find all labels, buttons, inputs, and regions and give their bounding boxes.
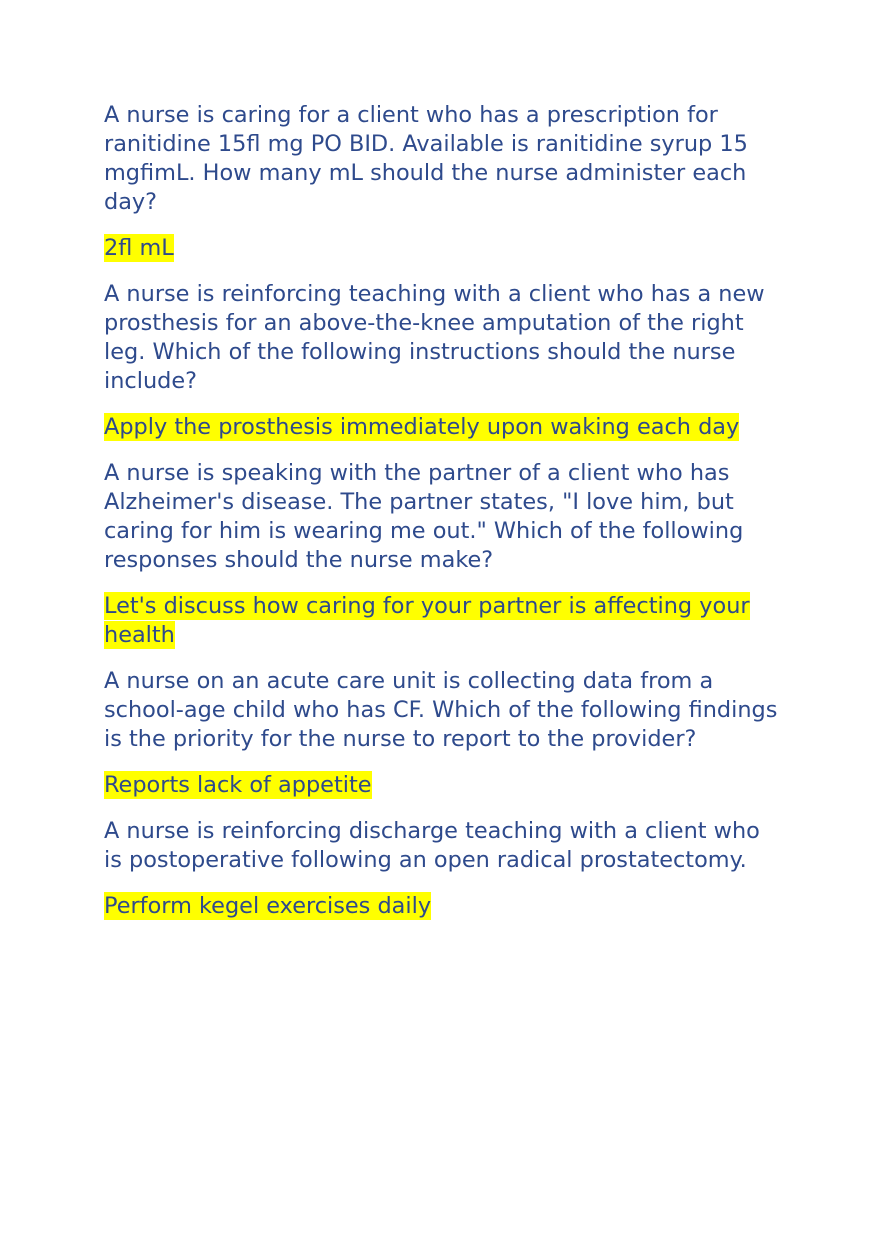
answer-1 xyxy=(104,234,784,263)
question-1: A nurse is caring for a client who has a prescription for ranitidine 15ﬂ mg PO BID. Available is ranitidine syrup 15 mgﬁmL. How many mL should the nurse administer each day? xyxy=(104,102,748,215)
question-5: A nurse is reinforcing discharge teaching with a client who is postoperative following an open radical prostatectomy. xyxy=(104,818,760,873)
answer-3-highlight: Let's discuss how caring for your partner is affecting your health xyxy=(104,593,750,648)
document-page xyxy=(104,101,784,938)
answer-2-highlight: Apply the prosthesis immediately upon waking each day xyxy=(104,414,740,440)
answer-4-highlight: Reports lack of appetite xyxy=(104,772,372,798)
answer-3 xyxy=(104,592,784,650)
answer-1-highlight: 2ﬂ mL xyxy=(104,235,174,261)
question-3: A nurse is speaking with the partner of a client who has Alzheimer's disease. The partner states, "I love him, but caring for him is wearing me out." Which of the following responses should the nurse make? xyxy=(104,460,744,573)
question-2: A nurse is reinforcing teaching with a client who has a new prosthesis for an above-the-knee amputation of the right leg. Which of the following instructions should the nurse include? xyxy=(104,281,765,394)
answer-5 xyxy=(104,892,784,921)
answer-4 xyxy=(104,771,784,800)
answer-5-highlight: Perform kegel exercises daily xyxy=(104,893,432,919)
question-4: A nurse on an acute care unit is collecting data from a school-age child who has CF. Which of the following findings is the priority for the nurse to report to the provider? xyxy=(104,668,778,752)
answer-2 xyxy=(104,413,784,442)
